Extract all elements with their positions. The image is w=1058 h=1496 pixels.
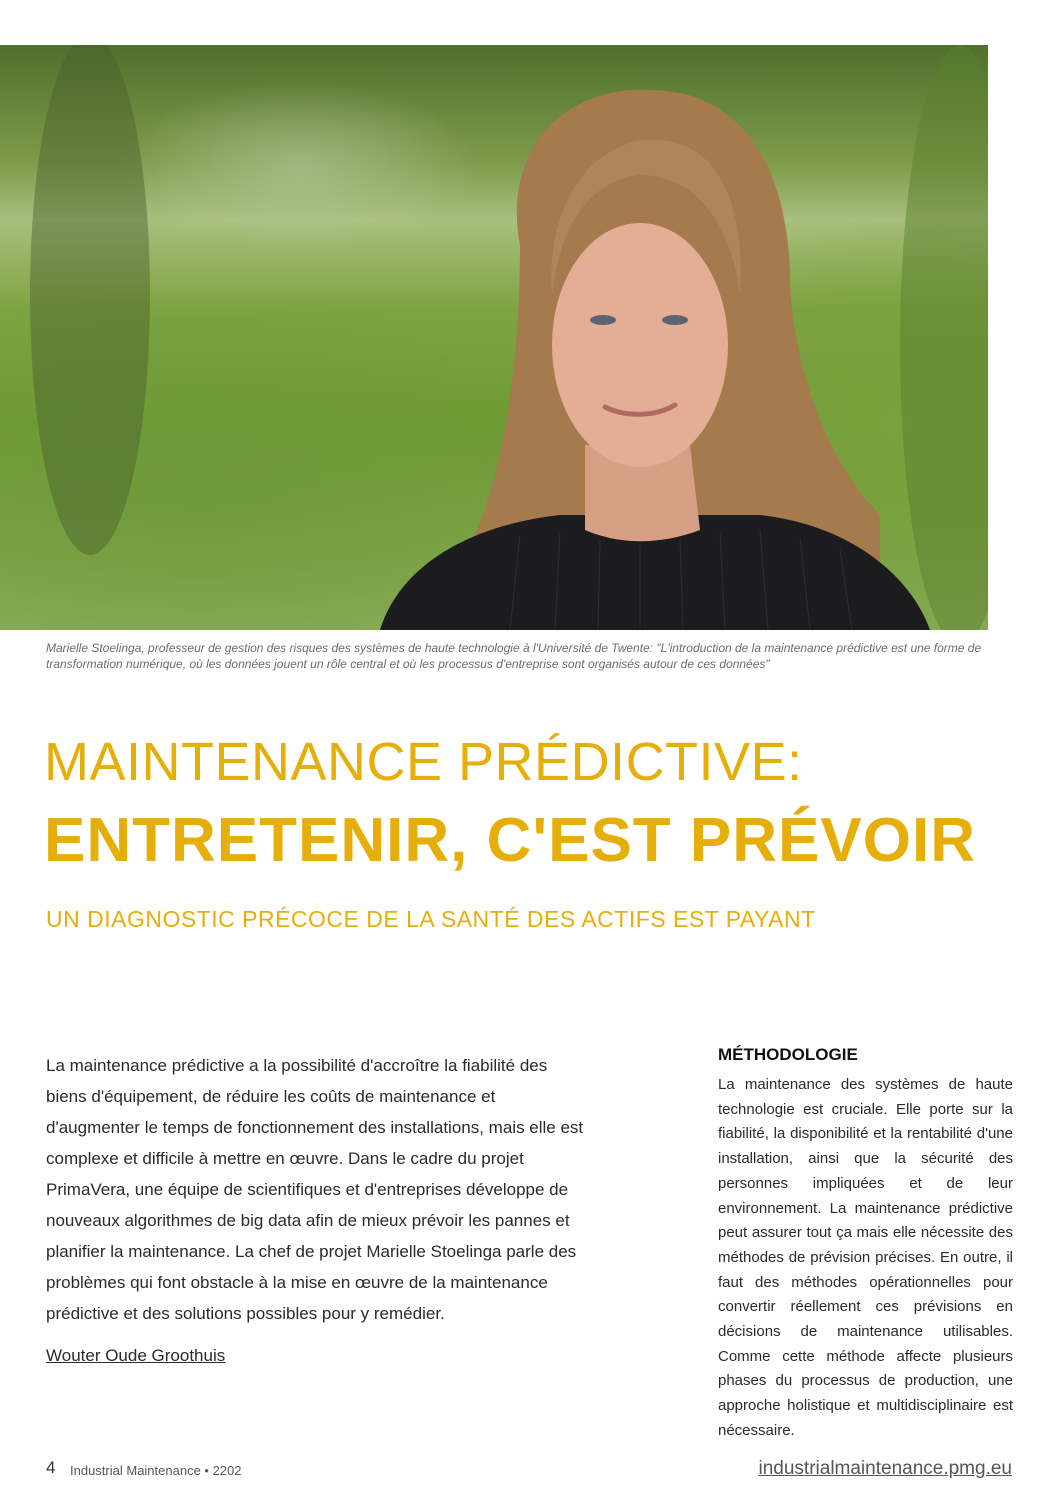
headline: ENTRETENIR, C'EST PRÉVOIR: [44, 806, 976, 875]
sidebar-heading: MÉTHODOLOGIE: [718, 1045, 858, 1064]
publication-name: Industrial Maintenance • 2202: [70, 1463, 242, 1478]
subtitle: UN DIAGNOSTIC PRÉCOCE DE LA SANTÉ DES ACTIFS EST PAYANT: [46, 906, 816, 932]
lead-paragraph: La maintenance prédictive a la possibilité d'accroître la fiabilité des biens d'équipement, de réduire les coûts de maintenance et d'augmenter le temps de fonctionnement des installations, mais elle est complexe et difficile à mettre en œuvre. Dans le cadre du projet PrimaVera, une équipe de scientifiques et d'entreprises développe de nouveaux algorithmes de big data afin de mieux prévoir les pannes et planifier la maintenance. La chef de projet Marielle Stoelinga parle des problèmes qui font obstacle à la mise en œuvre de la maintenance prédictive et des solutions possibles pour y remédier.: [46, 1056, 584, 1323]
website-link[interactable]: industrialmaintenance.pmg.eu: [758, 1458, 1012, 1479]
photo-caption: Marielle Stoelinga, professeur de gestion des risques des systèmes de haute technologie à l'Université de Twente: "L'introduction de la maintenance prédictive est une forme de transformation numérique, où les données jouent un rôle central et où les processus d'entreprise sont organisés autour de ces données": [46, 641, 982, 671]
page-number: 4: [46, 1458, 56, 1477]
headline-kicker: MAINTENANCE PRÉDICTIVE:: [44, 732, 803, 792]
portrait-photo: [0, 45, 988, 630]
sidebar-text: La maintenance des systèmes de haute technologie est cruciale. Elle porte sur la fiabilité, la disponibilité et la rentabilité d'une installation, ainsi que la sécurité des personnes impliquées et de leur environnement. La maintenance prédictive peut assurer tout ça mais elle nécessite des méthodes de prévision précises. En outre, il faut des méthodes opérationnelles pour convertir réellement ces prévisions en décisions de maintenance utilisables. Comme cette méthode affecte plusieurs phases du processus de production, une approche holistique et multidisciplinaire est nécessaire.: [718, 1076, 1013, 1439]
author-byline: Wouter Oude Groothuis: [46, 1346, 226, 1365]
portrait-illustration: [0, 45, 988, 630]
